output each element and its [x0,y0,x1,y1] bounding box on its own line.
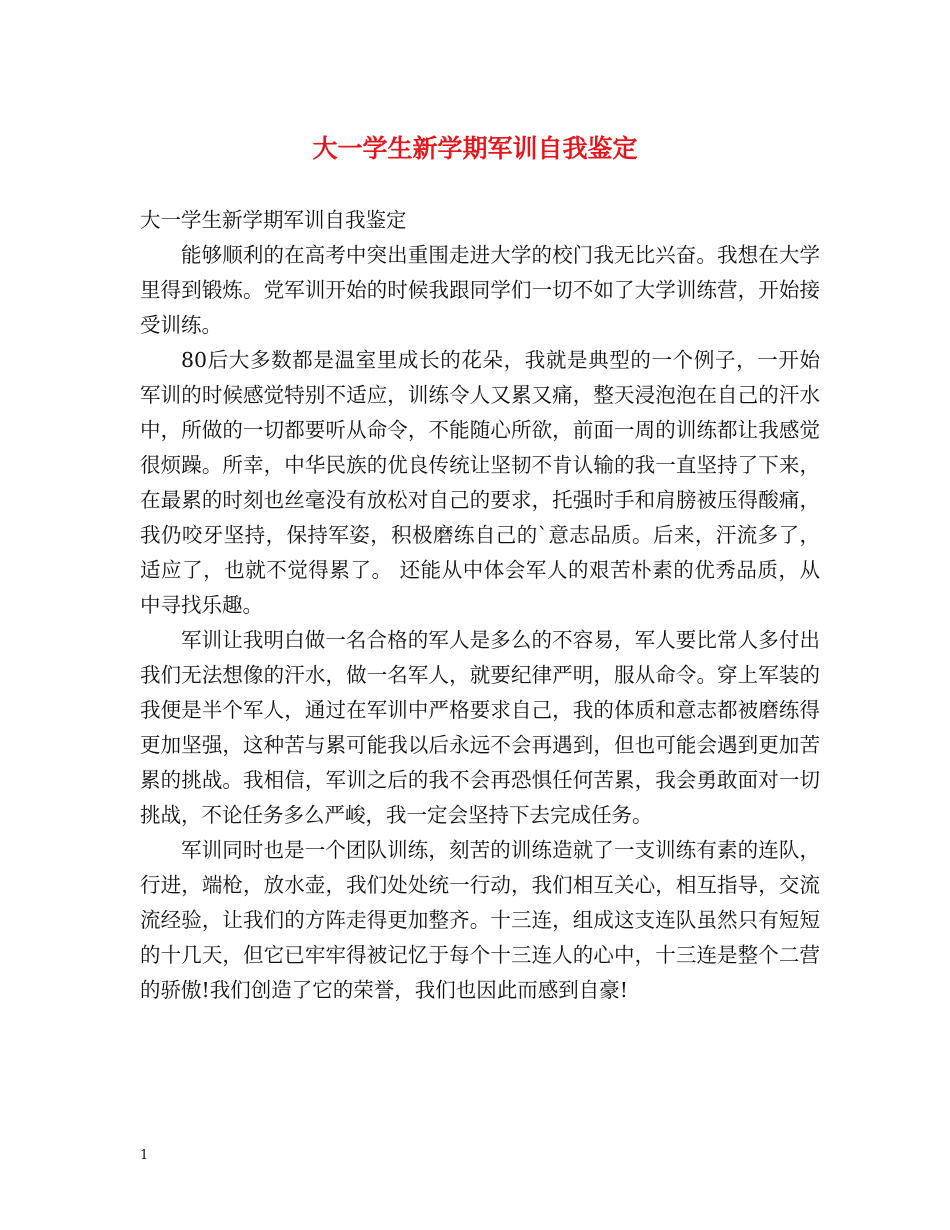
paragraph-2: 80后大多数都是温室里成长的花朵，我就是典型的一个例子，一开始军训的时候感觉特别不适应，训练令人又累又痛，整天浸泡泡在自己的汗水中，所做的一切都要听从命令，不能随心所欲，前面一周的训练都让我感觉很烦躁。所幸，中华民族的优良传统让坚韧不肯认输的我一直坚持了下来，在最累的时刻也丝毫没有放松对自己的要求，托强时手和肩膀被压得酸痛，我仍咬牙坚持，保持军姿，积极磨练自己的`意志品质。后来，汗流多了，适应了，也就不觉得累了。 还能从中体会军人的艰苦朴素的优秀品质，从中寻找乐趣。 [140,348,820,617]
body-subtitle: 大一学生新学期军训自我鉴定 [140,208,407,232]
paragraph-3: 军训让我明白做一名合格的军人是多么的不容易，军人要比常人多付出我们无法想像的汗水，做一名军人，就要纪律严明，服从命令。穿上军装的我便是半个军人，通过在军训中严格要求自己，我的体质和意志都被磨练得更加坚强，这种苦与累可能我以后永远不会再遇到，但也可能会遇到更加苦累的挑战。我相信，军训之后的我不会再恐惧任何苦累，我会勇敢面对一切挑战，不论任务多么严峻，我一定会坚持下去完成任务。 [140,628,820,827]
document-body [140,203,820,1008]
paragraph-4: 军训同时也是一个团队训练，刻苦的训练造就了一支训练有素的连队，行进，端枪，放水壶，我们处处统一行动，我们相互关心，相互指导，交流流经验，让我们的方阵走得更加整齐。十三连，组成这支连队虽然只有短短的十几天，但它已牢牢得被记忆于每个十三连人的心中，十三连是整个二营的骄傲!我们创造了它的荣誉，我们也因此而感到自豪! [140,838,820,1002]
paragraph-1: 能够顺利的在高考中突出重围走进大学的校门我无比兴奋。我想在大学里得到锻炼。党军训开始的时候我跟同学们一切不如了大学训练营，开始接受训练。 [140,243,820,337]
document-title: 大一学生新学期军训自我鉴定 [312,134,638,163]
page-number: 1 [140,1148,149,1163]
